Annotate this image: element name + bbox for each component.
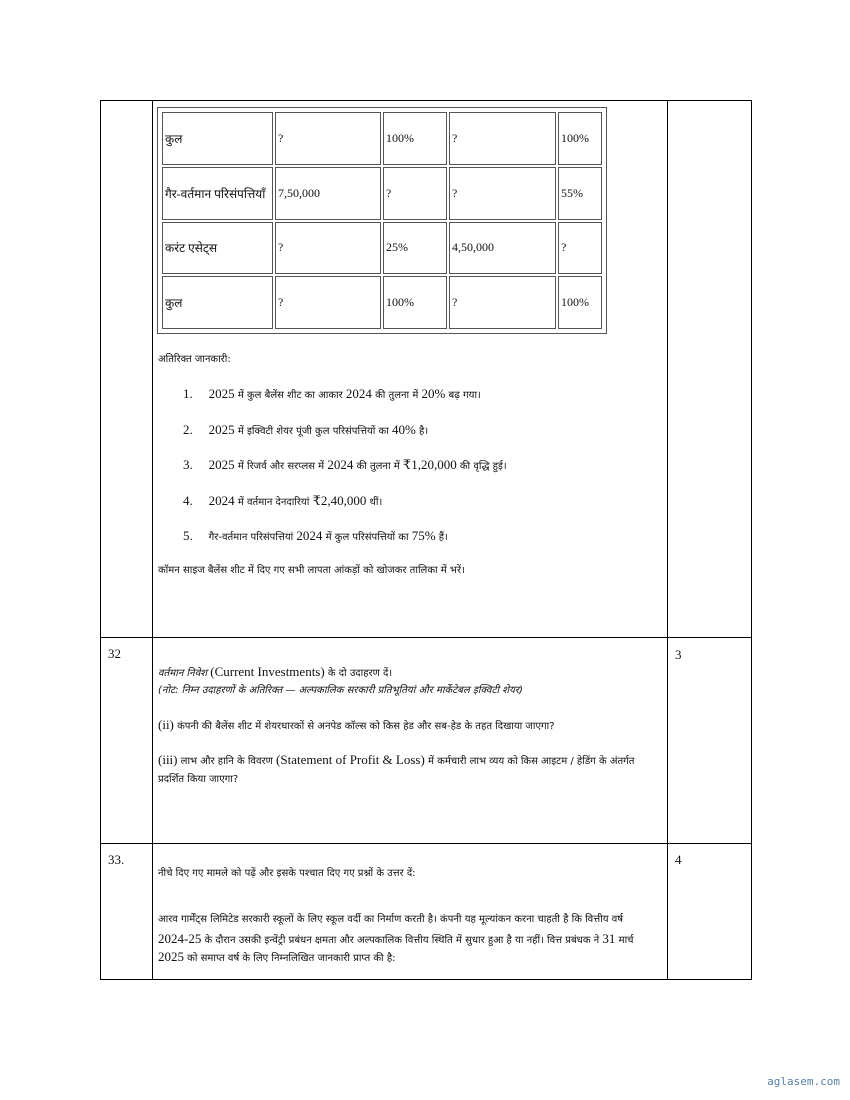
item-value: ₹2,40,000 bbox=[312, 493, 367, 508]
table-cell: ? bbox=[275, 276, 381, 329]
table-cell: गैर-वर्तमान परिसंपत्तियाँ bbox=[162, 167, 273, 220]
item-text: में इक्विटी शेयर पूंजी कुल परिसंपत्तियों का bbox=[234, 426, 393, 437]
item-year: 2024 bbox=[345, 386, 372, 401]
instruction-text: कॉमन साइज बैलेंस शीट में दिए गए सभी लापता आंकड़ों को खोजकर तालिका में भरें। bbox=[158, 565, 465, 576]
question-marks: 4 bbox=[675, 852, 682, 867]
common-size-table bbox=[157, 107, 607, 334]
item-number: 3. bbox=[183, 457, 193, 472]
table-cell: 100% bbox=[383, 276, 447, 329]
item-year: 2024 bbox=[296, 528, 323, 543]
item-text: में कुल परिसंपत्तियों का bbox=[322, 532, 412, 543]
list-item bbox=[183, 528, 448, 546]
table-cell: 100% bbox=[558, 276, 602, 329]
column-divider bbox=[667, 101, 668, 979]
item-value: ₹1,20,000 bbox=[402, 457, 457, 472]
item-number: 5. bbox=[183, 528, 193, 543]
table-cell: 100% bbox=[383, 112, 447, 165]
case-paragraph bbox=[158, 949, 396, 967]
case-text: 2024-25 bbox=[158, 931, 202, 946]
question-text: लाभ और हानि के विवरण bbox=[177, 756, 277, 767]
item-year: 2024 bbox=[208, 493, 235, 508]
note-text: (नोट: निम्न उदाहरणों के अतिरिक्त — अल्पकालिक सरकारी प्रतिभूतियां और मार्केटेबल इक्विटी शेयर) bbox=[158, 685, 523, 696]
footer-watermark: aglasem.com bbox=[767, 1075, 840, 1088]
item-text: बढ़ गया। bbox=[445, 390, 481, 401]
table-cell: ? bbox=[449, 167, 556, 220]
item-year: 2024 bbox=[327, 457, 354, 472]
question-marks: 3 bbox=[675, 647, 682, 662]
case-text: 31 bbox=[602, 931, 616, 946]
item-text: है। bbox=[415, 426, 429, 437]
item-text: में कुल बैलेंस शीट का आकार bbox=[234, 390, 346, 401]
question-text: (iii) bbox=[158, 752, 178, 767]
item-year: 2025 bbox=[208, 386, 235, 401]
item-number: 1. bbox=[183, 386, 193, 401]
case-text: को समाप्त वर्ष के लिए निम्नलिखित जानकारी प्राप्त की है: bbox=[184, 953, 396, 964]
question-text: कंपनी की बैलेंस शीट में शेयरधारकों से अनपेड कॉल्स को किस हेड और सब-हेड के तहत दिखाया जाएगा? bbox=[173, 721, 555, 732]
column-divider bbox=[152, 101, 153, 979]
table-cell: 7,50,000 bbox=[275, 167, 381, 220]
case-paragraph: आरव गार्मेंट्स लिमिटेड सरकारी स्कूलों के लिए स्कूल वर्दी का निर्माण करती है। कंपनी यह मूल्यांकन करना चाहती है कि वित्तीय वर्ष bbox=[158, 914, 624, 925]
table-cell: ? bbox=[449, 112, 556, 165]
case-text: मार्च bbox=[615, 935, 634, 946]
question-text: (Statement of Profit & Loss) bbox=[276, 752, 425, 767]
case-text: के दौरान उसकी इन्वेंट्री प्रबंधन क्षमता और अल्पकालिक वित्तीय स्थिति में सुधार हुआ है या नहीं। वित्त प्रबंधक ने bbox=[201, 935, 603, 946]
item-number: 2. bbox=[183, 422, 193, 437]
question-number: 33. bbox=[108, 852, 125, 867]
table-cell: ? bbox=[449, 276, 556, 329]
question-number: 32 bbox=[108, 646, 121, 661]
question-line bbox=[158, 752, 635, 770]
list-item bbox=[183, 422, 428, 440]
table-cell: ? bbox=[275, 112, 381, 165]
case-intro: नीचे दिए गए मामले को पढ़ें और इसके पश्चात दिए गए प्रश्नों के उत्तर दें: bbox=[158, 868, 416, 879]
item-number: 4. bbox=[183, 493, 193, 508]
question-line bbox=[158, 664, 392, 682]
question-text: (ii) bbox=[158, 717, 174, 732]
table-cell: 100% bbox=[558, 112, 602, 165]
question-line: प्रदर्शित किया जाएगा? bbox=[158, 774, 239, 785]
question-text: (Current Investments) bbox=[210, 664, 325, 679]
question-text: में कर्मचारी लाभ व्यय को किस आइटम / हेडिंग के अंतर्गत bbox=[424, 756, 635, 767]
table-cell: 55% bbox=[558, 167, 602, 220]
table-cell: ? bbox=[383, 167, 447, 220]
table-cell: 4,50,000 bbox=[449, 222, 556, 275]
table-cell: ? bbox=[275, 222, 381, 275]
case-paragraph bbox=[158, 931, 634, 949]
row-divider bbox=[101, 637, 751, 638]
item-text: में वर्तमान देनदारियां bbox=[234, 497, 313, 508]
table-cell: कुल bbox=[162, 112, 273, 165]
item-text: की तुलना में bbox=[371, 390, 422, 401]
item-value: 40% bbox=[392, 422, 416, 437]
item-text: में रिजर्व और सरप्लस में bbox=[234, 461, 328, 472]
row-divider bbox=[101, 843, 751, 844]
table-row bbox=[162, 222, 602, 275]
table-row bbox=[162, 112, 602, 165]
item-year: 2025 bbox=[208, 457, 235, 472]
list-item bbox=[183, 493, 382, 511]
table-cell: ? bbox=[558, 222, 602, 275]
table-cell: 25% bbox=[383, 222, 447, 275]
item-text: हैं। bbox=[435, 532, 448, 543]
item-value: 20% bbox=[421, 386, 446, 401]
additional-info-label: अतिरिक्त जानकारी: bbox=[158, 354, 231, 365]
table-cell: करंट एसेट्स bbox=[162, 222, 273, 275]
item-text: की वृद्धि हुई। bbox=[456, 461, 507, 472]
item-text: गैर-वर्तमान परिसंपत्तियां bbox=[208, 532, 297, 543]
table-row bbox=[162, 167, 602, 220]
question-text: के दो उदाहरण दें। bbox=[324, 668, 393, 679]
question-text: वर्तमान निवेश bbox=[158, 668, 211, 679]
table-cell: कुल bbox=[162, 276, 273, 329]
list-item bbox=[183, 386, 481, 404]
item-year: 2025 bbox=[208, 422, 235, 437]
item-text: थीं। bbox=[366, 497, 383, 508]
table-row bbox=[162, 276, 602, 329]
case-text: 2025 bbox=[158, 949, 184, 964]
question-line bbox=[158, 717, 555, 735]
item-text: की तुलना में bbox=[353, 461, 403, 472]
item-value: 75% bbox=[411, 528, 436, 543]
list-item bbox=[183, 457, 507, 475]
